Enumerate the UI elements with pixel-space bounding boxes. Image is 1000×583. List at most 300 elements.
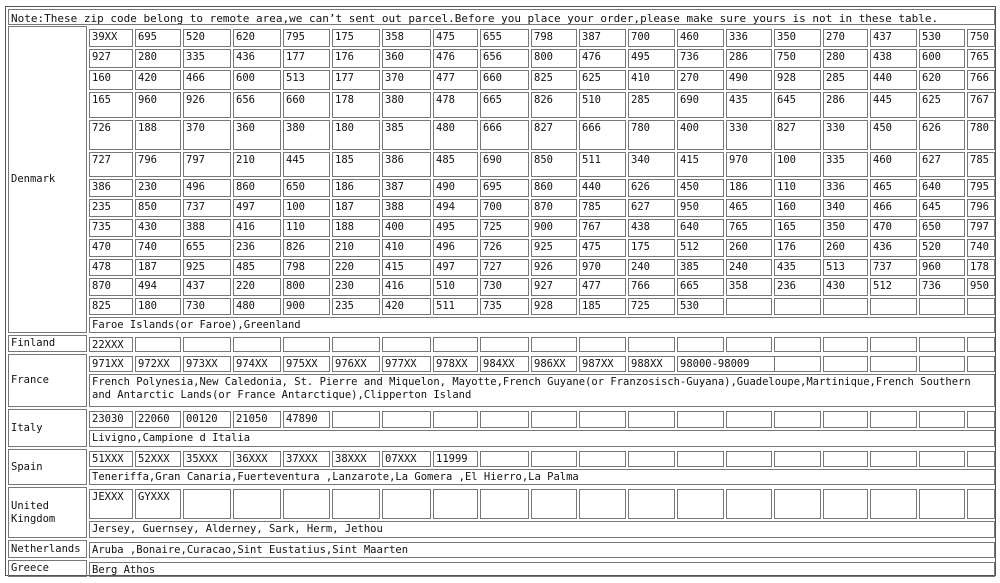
zip-code-cell: 98000-98009 <box>677 356 821 372</box>
zip-code-cell: 655 <box>480 29 529 47</box>
zip-code-cell: 187 <box>135 259 181 276</box>
zip-code-cell <box>726 337 772 352</box>
zip-code-cell: 410 <box>382 239 431 257</box>
zip-code-cell: 850 <box>135 199 181 217</box>
zip-code-cell: 640 <box>677 219 724 237</box>
zip-code-cell <box>531 489 577 519</box>
zip-code-cell <box>531 337 577 352</box>
zip-code-cell: 186 <box>332 179 380 197</box>
zip-code-cell: 165 <box>89 92 133 118</box>
zip-code-cell: 415 <box>677 152 724 177</box>
zip-code-cell: 970 <box>726 152 772 177</box>
zip-code-cell: 386 <box>382 152 431 177</box>
zip-code-cell: 620 <box>919 70 965 90</box>
zip-code-cell: 870 <box>89 278 133 296</box>
area-names: Aruba ,Bonaire,Curacao,Sint Eustatius,Sint Maarten <box>89 542 995 558</box>
zip-code-cell: 750 <box>774 49 821 68</box>
zip-code-cell: 340 <box>823 199 868 217</box>
zip-code-cell: 280 <box>823 49 868 68</box>
zip-code-cell: 100 <box>774 152 821 177</box>
zip-code-cell: 336 <box>726 29 772 47</box>
country-united-kingdom: United Kingdom <box>8 487 87 538</box>
zip-code-cell: 420 <box>382 298 431 315</box>
zip-code-cell: 512 <box>870 278 917 296</box>
zip-code-cell: 270 <box>677 70 724 90</box>
zip-code-cell <box>870 411 917 428</box>
zip-code-cell <box>919 489 965 519</box>
zip-code-cell: 235 <box>332 298 380 315</box>
zip-code-cell: 513 <box>823 259 868 276</box>
zip-code-cell: 656 <box>480 49 529 68</box>
zip-code-cell: 627 <box>628 199 675 217</box>
zip-code-cell: 330 <box>823 120 868 150</box>
zip-code-cell <box>726 451 772 467</box>
zip-code-cell: 22XXX <box>89 337 133 352</box>
zip-code-cell: 765 <box>726 219 772 237</box>
zip-code-cell: 110 <box>774 179 821 197</box>
zip-code-cell: 825 <box>531 70 577 90</box>
zip-code-cell: 460 <box>870 152 917 177</box>
zip-code-cell: 800 <box>283 278 330 296</box>
zip-code-cell: 438 <box>870 49 917 68</box>
zip-code-cell: 626 <box>628 179 675 197</box>
zip-code-cell: 52XXX <box>135 451 181 467</box>
zip-code-cell: 450 <box>677 179 724 197</box>
zip-code-cell: 860 <box>233 179 281 197</box>
zip-code-cell: 358 <box>726 278 772 296</box>
zip-code-cell: 437 <box>183 278 231 296</box>
zip-code-cell: 530 <box>677 298 724 315</box>
zip-code-cell <box>870 356 917 372</box>
zip-code-cell <box>531 451 577 467</box>
zip-code-cell <box>628 451 675 467</box>
zip-code-cell: 665 <box>480 92 529 118</box>
zip-code-cell <box>579 489 626 519</box>
zip-code-cell: 497 <box>433 259 478 276</box>
zip-code-cell: 335 <box>823 152 868 177</box>
zip-code-cell: 416 <box>382 278 431 296</box>
zip-code-cell: 370 <box>183 120 231 150</box>
zip-code-cell: 485 <box>233 259 281 276</box>
zip-code-cell: 476 <box>433 49 478 68</box>
zip-code-cell: 38XXX <box>332 451 380 467</box>
zip-code-cell: 727 <box>480 259 529 276</box>
zip-code-cell: 797 <box>183 152 231 177</box>
zip-code-cell: 270 <box>823 29 868 47</box>
zip-code-cell <box>967 356 995 372</box>
zip-code-cell: 175 <box>332 29 380 47</box>
zip-code-cell: 466 <box>183 70 231 90</box>
zip-code-cell <box>677 337 724 352</box>
zip-code-cell: 360 <box>382 49 431 68</box>
zip-code-cell <box>967 411 995 428</box>
zip-code-cell: 240 <box>628 259 675 276</box>
zip-code-cell: 780 <box>967 120 995 150</box>
country-netherlands: Netherlands <box>8 540 87 558</box>
zip-code-cell: 690 <box>480 152 529 177</box>
zip-code-cell: 00120 <box>183 411 231 428</box>
zip-code-cell: 950 <box>967 278 995 296</box>
zip-code-cell: 850 <box>531 152 577 177</box>
zip-code-cell: 07XXX <box>382 451 431 467</box>
zip-code-cell: 510 <box>579 92 626 118</box>
zip-code-cell: 970 <box>579 259 626 276</box>
zip-code-cell: 335 <box>183 49 231 68</box>
zip-code-cell <box>480 489 529 519</box>
zip-code-cell: 927 <box>531 278 577 296</box>
zip-code-cell: 765 <box>967 49 995 68</box>
zip-code-cell: 175 <box>628 239 675 257</box>
zip-code-cell: 436 <box>233 49 281 68</box>
zip-code-cell: 36XXX <box>233 451 281 467</box>
zip-code-cell: 358 <box>382 29 431 47</box>
zip-code-cell <box>480 451 529 467</box>
zip-code-cell: 176 <box>774 239 821 257</box>
zip-code-cell: 928 <box>774 70 821 90</box>
zip-code-cell: 666 <box>579 120 626 150</box>
zip-code-cell: 978XX <box>433 356 478 372</box>
zip-code-cell <box>823 411 868 428</box>
zip-code-cell: 388 <box>382 199 431 217</box>
zip-code-cell: 350 <box>774 29 821 47</box>
zip-code-cell: 477 <box>579 278 626 296</box>
zip-code-cell: 600 <box>233 70 281 90</box>
zip-code-cell: 650 <box>283 179 330 197</box>
zip-code-cell: 666 <box>480 120 529 150</box>
zip-code-cell: 236 <box>233 239 281 257</box>
zip-code-cell: 430 <box>823 278 868 296</box>
zip-code-cell <box>531 411 577 428</box>
zip-code-cell: 188 <box>135 120 181 150</box>
zip-code-cell <box>870 451 917 467</box>
country-finland: Finland <box>8 335 87 352</box>
zip-code-cell <box>967 298 995 315</box>
zip-code-cell: 700 <box>628 29 675 47</box>
zip-code-cell <box>332 411 380 428</box>
zip-code-cell <box>283 337 330 352</box>
zip-code-cell: 210 <box>332 239 380 257</box>
zip-code-cell <box>433 489 478 519</box>
zip-code-cell: 285 <box>628 92 675 118</box>
zip-code-cell: 280 <box>135 49 181 68</box>
zip-code-cell: 960 <box>919 259 965 276</box>
zip-code-cell: 160 <box>89 70 133 90</box>
zip-code-cell: 530 <box>919 29 965 47</box>
zip-code-cell <box>967 451 995 467</box>
zip-code-cell: 986XX <box>531 356 577 372</box>
zip-code-cell: 416 <box>233 219 281 237</box>
zip-code-cell: 825 <box>89 298 133 315</box>
zip-code-cell: 466 <box>870 199 917 217</box>
zip-code-cell: 974XX <box>233 356 281 372</box>
zip-code-cell: 470 <box>870 219 917 237</box>
zip-code-cell: 385 <box>382 120 431 150</box>
zip-code-cell <box>677 489 724 519</box>
zip-code-cell: 926 <box>183 92 231 118</box>
zip-code-cell: 735 <box>480 298 529 315</box>
zip-code-cell <box>870 298 917 315</box>
zip-code-cell: 625 <box>919 92 965 118</box>
zip-code-cell: 385 <box>677 259 724 276</box>
zip-code-cell: 478 <box>89 259 133 276</box>
zip-code-cell <box>774 337 821 352</box>
zip-code-cell: 827 <box>531 120 577 150</box>
zip-code-cell: 475 <box>433 29 478 47</box>
zip-code-cell: 470 <box>89 239 133 257</box>
zip-code-cell: 976XX <box>332 356 380 372</box>
zip-code-cell: 178 <box>967 259 995 276</box>
zip-code-cell: 860 <box>531 179 577 197</box>
zip-code-cell: 971XX <box>89 356 133 372</box>
zip-code-cell: 520 <box>919 239 965 257</box>
zip-code-cell: 430 <box>135 219 181 237</box>
zip-code-cell: 260 <box>726 239 772 257</box>
zip-code-cell: 766 <box>967 70 995 90</box>
zip-code-cell: 740 <box>135 239 181 257</box>
zip-code-cell <box>823 356 868 372</box>
zip-code-cell: 240 <box>726 259 772 276</box>
zip-code-cell: 185 <box>332 152 380 177</box>
zip-code-cell <box>823 337 868 352</box>
zip-code-cell: 656 <box>233 92 281 118</box>
zip-code-cell <box>433 411 478 428</box>
zip-code-cell: 180 <box>135 298 181 315</box>
zip-code-cell <box>579 337 626 352</box>
area-names: Faroe Islands(or Faroe),Greenland <box>89 317 995 333</box>
zip-code-cell: 380 <box>382 92 431 118</box>
zip-code-cell: 795 <box>283 29 330 47</box>
zip-code-cell: 360 <box>233 120 281 150</box>
zip-code-cell: 11999 <box>433 451 478 467</box>
zip-code-cell: 415 <box>382 259 431 276</box>
zip-code-cell: 188 <box>332 219 380 237</box>
zip-code-cell <box>332 337 380 352</box>
zip-code-cell: 925 <box>183 259 231 276</box>
zip-code-cell: 496 <box>433 239 478 257</box>
zip-code-cell: 690 <box>677 92 724 118</box>
zip-code-cell: 510 <box>433 278 478 296</box>
zip-code-cell: 660 <box>480 70 529 90</box>
zip-code-cell <box>726 298 772 315</box>
zip-code-cell: 737 <box>183 199 231 217</box>
zip-code-cell <box>628 337 675 352</box>
zip-code-cell: 445 <box>870 92 917 118</box>
zip-code-cell <box>183 337 231 352</box>
country-france: France <box>8 354 87 407</box>
zip-code-cell: 727 <box>89 152 133 177</box>
zip-code-cell: 35XXX <box>183 451 231 467</box>
zip-code-cell: 236 <box>774 278 821 296</box>
zip-code-cell: 436 <box>870 239 917 257</box>
zip-code-cell: 51XXX <box>89 451 133 467</box>
zip-code-cell: 972XX <box>135 356 181 372</box>
zip-code-cell: 210 <box>233 152 281 177</box>
zip-code-cell: 177 <box>332 70 380 90</box>
zip-code-cell <box>967 489 995 519</box>
zip-code-cell: 220 <box>233 278 281 296</box>
zip-code-cell: 177 <box>283 49 330 68</box>
area-names: French Polynesia,New Caledonia, St. Pierre and Miquelon, Mayotte,French Guyane(or Franzosisch-Guyana),Guadeloupe,Martinique,French Southern and Antarctic Lands(or France Antarctique),Clipperton Island <box>89 374 995 407</box>
zip-code-cell: 490 <box>433 179 478 197</box>
zip-code-cell: 178 <box>332 92 380 118</box>
zip-code-cell <box>135 337 181 352</box>
zip-code-cell <box>823 298 868 315</box>
zip-code-cell <box>919 411 965 428</box>
zip-code-cell: 827 <box>774 120 821 150</box>
zip-code-cell <box>579 411 626 428</box>
zip-code-cell: 420 <box>135 70 181 90</box>
zip-code-cell <box>870 489 917 519</box>
zip-code-cell: 645 <box>919 199 965 217</box>
zip-code-cell: 110 <box>283 219 330 237</box>
zip-code-cell: 465 <box>870 179 917 197</box>
zip-code-cell: 480 <box>433 120 478 150</box>
zip-code-cell: 730 <box>183 298 231 315</box>
zip-code-cell: 494 <box>433 199 478 217</box>
zip-code-cell: 187 <box>332 199 380 217</box>
country-italy: Italy <box>8 409 87 447</box>
zip-code-cell: 660 <box>283 92 330 118</box>
zip-code-cell: 695 <box>135 29 181 47</box>
zip-code-cell: 977XX <box>382 356 431 372</box>
zip-code-cell: 730 <box>480 278 529 296</box>
country-greece: Greece <box>8 560 87 577</box>
zip-code-cell: 737 <box>870 259 917 276</box>
zip-code-cell: 973XX <box>183 356 231 372</box>
zip-code-cell: 460 <box>677 29 724 47</box>
zip-code-cell: 496 <box>183 179 231 197</box>
area-names: Livigno,Campione d Italia <box>89 430 995 447</box>
area-names: Jersey, Guernsey, Alderney, Sark, Herm, Jethou <box>89 521 995 538</box>
zip-code-cell: 767 <box>579 219 626 237</box>
zip-code-cell <box>726 411 772 428</box>
zip-code-cell: 260 <box>823 239 868 257</box>
zip-code-cell: 285 <box>823 70 868 90</box>
zip-code-cell: GYXXX <box>135 489 181 519</box>
zip-code-cell: 47890 <box>283 411 330 428</box>
zip-code-cell: 490 <box>726 70 772 90</box>
zip-code-cell <box>870 337 917 352</box>
zip-code-cell: 370 <box>382 70 431 90</box>
zip-code-cell: 386 <box>89 179 133 197</box>
zip-code-cell: 900 <box>283 298 330 315</box>
zip-code-cell <box>823 489 868 519</box>
zip-code-cell: 495 <box>433 219 478 237</box>
zip-code-cell: 797 <box>967 219 995 237</box>
zip-code-cell <box>677 451 724 467</box>
zip-code-cell: 476 <box>579 49 626 68</box>
zip-code-cell: 767 <box>967 92 995 118</box>
zip-code-cell: 350 <box>823 219 868 237</box>
zip-code-cell: 480 <box>233 298 281 315</box>
zip-code-cell: 440 <box>870 70 917 90</box>
zip-code-cell: 435 <box>726 92 772 118</box>
zip-code-cell <box>433 337 478 352</box>
zip-code-cell <box>726 489 772 519</box>
zip-code-cell: 988XX <box>628 356 675 372</box>
zip-code-cell: 925 <box>531 239 577 257</box>
zip-code-cell: 927 <box>89 49 133 68</box>
zip-code-cell <box>382 411 431 428</box>
zip-code-cell <box>774 356 821 372</box>
area-names: Teneriffa,Gran Canaria,Fuerteventura ,Lanzarote,La Gomera ,El Hierro,La Palma <box>89 469 995 485</box>
zip-code-cell: 22060 <box>135 411 181 428</box>
zip-code-cell: 235 <box>89 199 133 217</box>
zip-code-cell: 387 <box>382 179 431 197</box>
zip-code-cell: 220 <box>332 259 380 276</box>
zip-code-cell <box>183 489 231 519</box>
zip-code-cell: 926 <box>531 259 577 276</box>
zip-code-cell: 735 <box>89 219 133 237</box>
zip-code-cell: 826 <box>283 239 330 257</box>
zip-code-cell: 984XX <box>480 356 529 372</box>
zip-code-cell: 387 <box>579 29 626 47</box>
notice-text: Note:These zip code belong to remote area,we can’t sent out parcel.Before you place your order,please make sure yours is not in these table. <box>8 9 995 25</box>
zip-code-cell: 435 <box>774 259 821 276</box>
zip-code-cell: 23030 <box>89 411 133 428</box>
zip-code-cell <box>382 489 431 519</box>
zip-code-cell: 512 <box>677 239 724 257</box>
zip-code-cell: 655 <box>183 239 231 257</box>
zip-code-cell: 780 <box>628 120 675 150</box>
zip-code-cell: 465 <box>726 199 772 217</box>
zip-code-cell: 700 <box>480 199 529 217</box>
zip-code-cell: 165 <box>774 219 821 237</box>
zip-code-cell: 495 <box>628 49 675 68</box>
zip-code-cell: 511 <box>433 298 478 315</box>
zip-code-cell <box>579 451 626 467</box>
zip-code-cell: 21050 <box>233 411 281 428</box>
zip-code-cell: 380 <box>283 120 330 150</box>
zip-code-cell: 477 <box>433 70 478 90</box>
zip-code-cell <box>774 451 821 467</box>
zip-code-cell: 497 <box>233 199 281 217</box>
zip-code-cell: 960 <box>135 92 181 118</box>
zip-code-cell: 650 <box>919 219 965 237</box>
zip-code-cell: 795 <box>967 179 995 197</box>
zip-code-cell <box>823 451 868 467</box>
zip-code-cell: 438 <box>628 219 675 237</box>
zip-code-cell <box>480 337 529 352</box>
zip-code-cell: 750 <box>967 29 995 47</box>
zip-code-cell <box>774 411 821 428</box>
country-denmark: Denmark <box>8 26 87 333</box>
zip-code-cell: 785 <box>579 199 626 217</box>
zip-code-cell: 736 <box>919 278 965 296</box>
zip-code-cell: 987XX <box>579 356 626 372</box>
zip-code-cell: 388 <box>183 219 231 237</box>
zip-code-cell: 785 <box>967 152 995 177</box>
zip-code-cell: 39XX <box>89 29 133 47</box>
zip-code-cell: 180 <box>332 120 380 150</box>
zip-code-cell: 798 <box>283 259 330 276</box>
zip-code-cell: 37XXX <box>283 451 330 467</box>
zip-code-cell <box>919 356 965 372</box>
zip-code-cell: 160 <box>774 199 821 217</box>
zip-code-cell: 870 <box>531 199 577 217</box>
zip-code-cell: 511 <box>579 152 626 177</box>
remote-zip-code-table <box>5 6 996 576</box>
zip-code-cell: 726 <box>89 120 133 150</box>
zip-code-cell: 186 <box>726 179 772 197</box>
zip-code-cell: 900 <box>531 219 577 237</box>
zip-code-cell: 626 <box>919 120 965 150</box>
zip-code-cell: 725 <box>480 219 529 237</box>
zip-code-cell: 725 <box>628 298 675 315</box>
zip-code-cell: 176 <box>332 49 380 68</box>
zip-code-cell: 450 <box>870 120 917 150</box>
zip-code-cell: 695 <box>480 179 529 197</box>
